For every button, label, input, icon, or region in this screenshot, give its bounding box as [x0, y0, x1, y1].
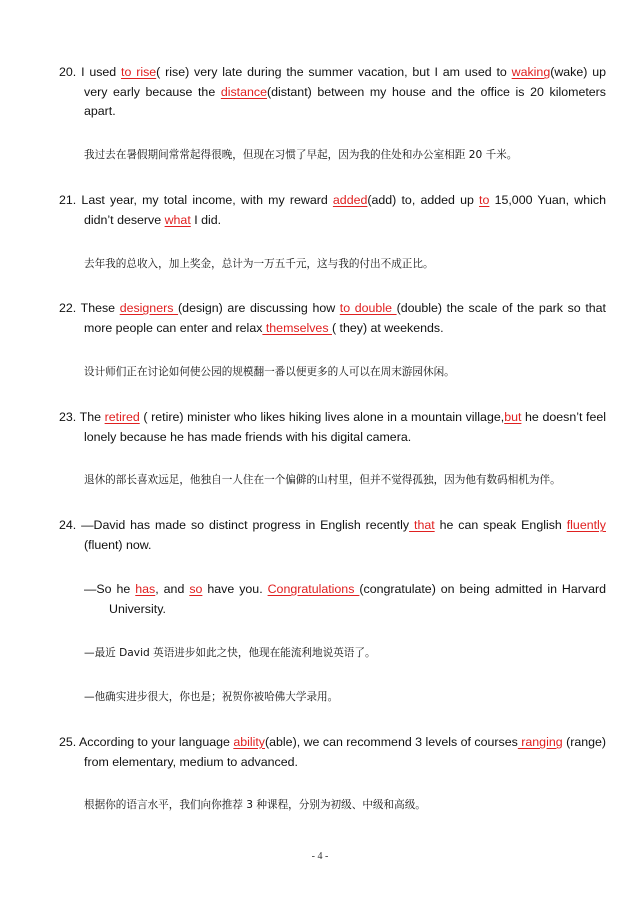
sentence-text: (fluent) now.	[84, 537, 152, 552]
question-number: 25.	[59, 735, 79, 749]
sentence-text: —David has made so distinct progress in English recently	[81, 518, 410, 532]
question-number: 22.	[59, 301, 81, 315]
answer-blank: ability	[233, 735, 266, 749]
answer-blank: fluently	[566, 518, 606, 532]
question-22	[59, 299, 606, 338]
translation-24b: —他确实进步很大，你也是；祝贺你被哈佛大学录用。	[84, 691, 339, 703]
sentence-text: These	[80, 301, 120, 315]
translation-22: 设计师们正在讨论如何使公园的规模翻一番以便更多的人可以在周末游园休闲。	[84, 366, 455, 378]
sentence-text: According to your language	[79, 735, 234, 749]
question-24	[59, 516, 606, 555]
answer-blank: added	[332, 193, 368, 207]
question-20	[59, 63, 606, 122]
sentence-text: Last year, my total income, with my reward	[81, 193, 333, 207]
answer-blank: but	[504, 410, 522, 424]
answer-blank: Congratulations	[267, 582, 360, 596]
question-number: 24.	[59, 518, 82, 532]
question-number: 23.	[59, 410, 80, 424]
sentence-text: ( retire) minister who likes hiking lives alone in a mountain village,	[139, 410, 505, 424]
sentence-text: (congratulate) on being admitted in Harvard University.	[109, 582, 606, 616]
sentence-text: I did.	[190, 212, 222, 227]
sentence-text: 15,000 Yuan, which didn’t deserve	[84, 193, 606, 227]
sentence-text: he doesn’t feel lonely because he has made friends with his digital camera.	[84, 410, 607, 444]
translation-23: 退休的部长喜欢远足，他独自一人住在一个偏僻的山村里，但并不觉得孤独，因为他有数码相机为伴。	[84, 474, 561, 486]
answer-blank: that	[409, 518, 435, 532]
answer-blank: themselves	[262, 320, 332, 335]
answer-blank: has	[135, 582, 156, 596]
translation-24a: —最近 David 英语进步如此之快，他现在能流利地说英语了。	[84, 647, 376, 659]
sentence-text: I used	[81, 65, 122, 79]
answer-blank: to rise	[121, 65, 157, 79]
sentence-text: (range) from elementary, medium to advanced.	[84, 735, 607, 769]
sentence-text: The	[79, 410, 105, 424]
sentence-text: ( they) at weekends.	[331, 320, 444, 335]
question-23	[59, 408, 606, 447]
sentence-text: (able), we can recommend 3 levels of courses	[265, 735, 518, 749]
translation-21: 去年我的总收入，加上奖金，总计为一万五千元，这与我的付出不成正比。	[84, 258, 434, 270]
sentence-text: (design) are discussing how	[178, 301, 340, 315]
answer-blank: what	[164, 212, 191, 227]
answer-blank: designers	[119, 301, 179, 315]
sentence-text: (distant) between my house and the office is 20 kilometers apart.	[84, 84, 606, 118]
sentence-text: he can speak English	[434, 518, 567, 532]
sentence-text: (double) the scale of the park so that more people can enter and relax	[84, 301, 606, 335]
question-25	[59, 733, 606, 772]
translation-25: 根据你的语言水平，我们向你推荐 3 种课程，分别为初级、中级和高级。	[84, 799, 426, 811]
sentence-text: —So he	[84, 582, 136, 596]
answer-blank: ranging	[517, 735, 563, 749]
sentence-text: have you.	[202, 582, 268, 596]
answer-blank: distance	[220, 84, 267, 99]
question-number: 20.	[59, 65, 82, 79]
sentence-text: (add) to, added up	[367, 193, 480, 207]
sentence-text: (wake) up very early because the	[84, 65, 607, 99]
sentence-text: , and	[155, 582, 190, 596]
answer-blank: to	[479, 193, 490, 207]
answer-blank: retired	[104, 410, 140, 424]
answer-blank: to double	[339, 301, 397, 315]
answer-blank: so	[189, 582, 203, 596]
translation-20: 我过去在暑假期间常常起得很晚，但现在习惯了早起，因为我的住处和办公室相距 20 千米。	[84, 149, 518, 161]
answer-blank: waking	[511, 65, 551, 79]
question-21	[59, 191, 606, 230]
page-number: - 4 -	[311, 851, 329, 862]
question-24-reply	[84, 580, 606, 619]
question-number: 21.	[59, 193, 82, 207]
sentence-text: ( rise) very late during the summer vacation, but I am used to	[156, 65, 512, 79]
